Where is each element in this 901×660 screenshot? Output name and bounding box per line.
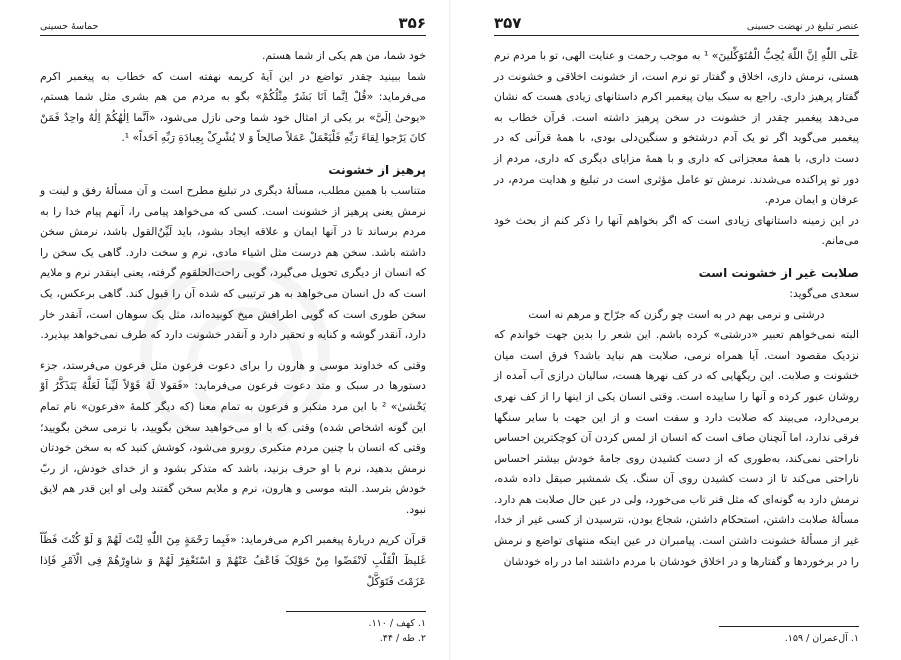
watermark-logo: [140, 260, 330, 450]
footnote: ۱. آل‌عمران / ۱۵۹.: [784, 633, 859, 644]
paragraph: وقتی که خداوند موسی و هارون را برای دعوت فرعون مثل فرعون می‌فرستد، جزء دستورها در سبک و متد دعوت فرعون می‌فرماید: «فَقولا لَهُ قَوْلاً لَیِّناً لَعَلَّهُ یَتَذَکَّرُ اَوْ یَخْشیٰ» ² با این مرد متکبر و فرعون به تمام معنا (که دیگر کلمهٔ «فرعون» نام تمام این گونه اشخاص شده) وقتی که با او می‌خواهید سخن بگویید، با نرمی سخن بگویید؛ وقتی که انسان با چنین مردم متکبری روبرو می‌شود، کوشش کنید که به سخن خودتان نرمش بدهید، نرم با او حرف بزنید، باشد که متذکر بشود و از خدای خودش، از ربّ خودش بترسد. البته موسی و هارون، نرم و ملایم سخن گفتند ولی او این قدر هم لایق نبود.: [40, 358, 426, 516]
left-page-header: [40, 14, 426, 36]
right-page-body: [494, 46, 859, 572]
section-heading: پرهیز از خشونت: [328, 162, 426, 177]
left-page: [0, 0, 450, 660]
right-page-header: [494, 14, 859, 36]
right-page: [450, 0, 901, 660]
footnote-rule: [719, 626, 859, 627]
footnotes: [40, 611, 426, 646]
paragraph: قرآن کریم دربارهٔ پیغمبر اکرم می‌فرماید: «فَبِما رَحْمَةٍ مِنَ اللّٰهِ لِنْتَ لَهُمْ وَ لَوْ کُنْتَ فَظّاً غَلیظَ الْقَلْبِ لَانْفَضّوا مِنْ حَوْلِکَ فَاعْفُ عَنْهُمْ وَ اسْتَغْفِرْ لَهُمْ وَ شاوِرْهُمْ فِی الْاَمْرِ فَاِذا عَزَمْتَ فَتَوَکَّلْ: [40, 533, 426, 588]
paragraph: سعدی می‌گوید:: [789, 286, 859, 300]
poem-verse: درشتی و نرمی بهم در به است چو رگزن که جرّاح و مرهم نه است: [528, 307, 825, 321]
page-number: ۳۵۶: [398, 14, 426, 32]
paragraph: عَلَی اللّٰهِ اِنَّ اللّٰهَ یُحِبُّ الْمُتَوَکِّلینَ» ¹ به موجب رحمت و عنایت الهی، تو با مردم نرم هستی، نرمش داری، اخلاق و گفتار تو نرم است، از خشونت اخلاقی و خشونت در گفتار پرهیز داری. راجع به سبک بیان پیغمبر اکرم داستانهای زیادی هست که نشان می‌دهد پیغمبر چقدر از خشونت در سخن پرهیز داشته است. قرآن خطاب به پیغمبر می‌گوید اگر تو یک آدم درشتخو و سنگین‌دلی بودی، با همهٔ قرآنی که در دست داری، با همهٔ معجزاتی که داری و با همهٔ مزایای دیگری که داری، مردم از دور تو پراکنده می‌شدند. نرمش تو عامل مؤثری است در تبلیغ و هدایت مردم، در عرفان و ایمان مردم.: [494, 49, 859, 207]
running-header-title: حماسهٔ حسینی: [40, 21, 99, 32]
paragraph: در این زمینه داستانهای زیادی است که اگر بخواهم آنها را ذکر کنم از بحث خود می‌مانم.: [494, 213, 859, 248]
page-number: ۳۵۷: [494, 14, 522, 32]
footnote-rule: [286, 611, 426, 612]
footnotes: [494, 626, 859, 646]
footnote: ۱. کهف / ۱۱۰.: [368, 618, 426, 629]
paragraph: خود شما، من هم یکی از شما هستم.: [262, 49, 426, 62]
footnote: ۲. طه / ۴۴.: [379, 633, 426, 644]
paragraph: البته نمی‌خواهم تعبیر «درشتی» کرده باشم. این شعر را بدین جهت خواندم که نزدیک مقصود است. آیا همراه نرمی، صلابت هم نباید باشد؟ فرق است میان خشونت و صلابت. این ریگهایی که در کف نهرها هست، سالیان درازی آب آمده از روشان عبور کرده و آنها را ساییده است. وقتی انسان یکی از اینها را از کف نهری برمی‌دارد، می‌بیند که صلابت دارد و سفت است و از این جهت با سایر سنگها فرقی ندارد، اما آنچنان صاف است که انسان از لمس کردن آن کوچکترین احساس ناراحتی نمی‌کند، به‌طوری که از دست کشیدن روی جامهٔ خودش بیشتر احساس ناراحتی می‌کند تا از دست کشیدن روی آن سنگ. یک شمشیر صیقل داده شده، نرمش دارد به گونه‌ای که مثل قنر تاب می‌خورد، ولی در عین حال صلابت هم دارد. مسألهٔ صلابت داشتن، استحکام داشتن، شجاع بودن، نترسیدن از کسی غیر از خدا، غیر از مسألهٔ خشونت داشتن است. پیامبران در عین اینکه منتهای تواضع و نرمش را در برخوردها و گفتارها و در اخلاق خودشان با مردم داشتند اما در راه خودشان: [494, 328, 859, 568]
paragraph: متناسب با همین مطلب، مسألهٔ دیگری در تبلیغ مطرح است و آن مسألهٔ رفق و لینت و نرمش یعنی پرهیز از خشونت است. کسی که می‌خواهد پیامی را، آنهم پیام خدا را به مردم برساند تا در آنها ایمان و علاقه ایجاد بشود، باید لَیِّنُ‌القول باشد، نرمش سخن داشته باشد. سخن هم درست مثل اشیاء مادی، نرم و سخت دارد. گاهی یک سخن را که انسان از دیگری تحویل می‌گیرد، گویی راحت‌الحلقوم گرفته، یعنی اینقدر نرم و ملایم است که دل انسان می‌خواهد به هر ترتیبی که شده آن را قبول کند. گاهی برعکس، یک سخن طوری است که گویی اطرافش میخ کوبیده‌اند، مثل یک سوهان است، آنقدر خار دارد، آنقدر گوشه و کنایه و تحقیر دارد و آنقدر خشونت دارد که طرف نمی‌خواهد بپذیرد.: [40, 183, 426, 342]
section-heading: صلابت غیر از خشونت است: [698, 265, 859, 280]
paragraph: شما ببینید چقدر تواضع در این آیهٔ کریمه نهفته است که خطاب به پیغمبر اکرم می‌فرماید: «قُلْ اِنَّما اَنَا بَشَرٌ مِثْلُکُمْ» بگو به مردم من هم بشری مثل شما هستم، «یوحیٰ اِلَیَّ» بر یکی از امثال خود شما وحی نازل می‌شود، «اَنَّما اِلٰهُکُمْ اِلٰهٌ واحِدٌ فَمَنْ کانَ یَرْجوا لِقاءَ رَبِّهِ فَلْیَعْمَلْ عَمَلاً صالِحاً وَ لا یُشْرِکْ بِعِبادَةِ رَبِّهِ اَحَداً» ¹.: [40, 69, 426, 145]
running-header-title: عنصر تبلیغ در نهضت حسینی: [746, 21, 859, 32]
